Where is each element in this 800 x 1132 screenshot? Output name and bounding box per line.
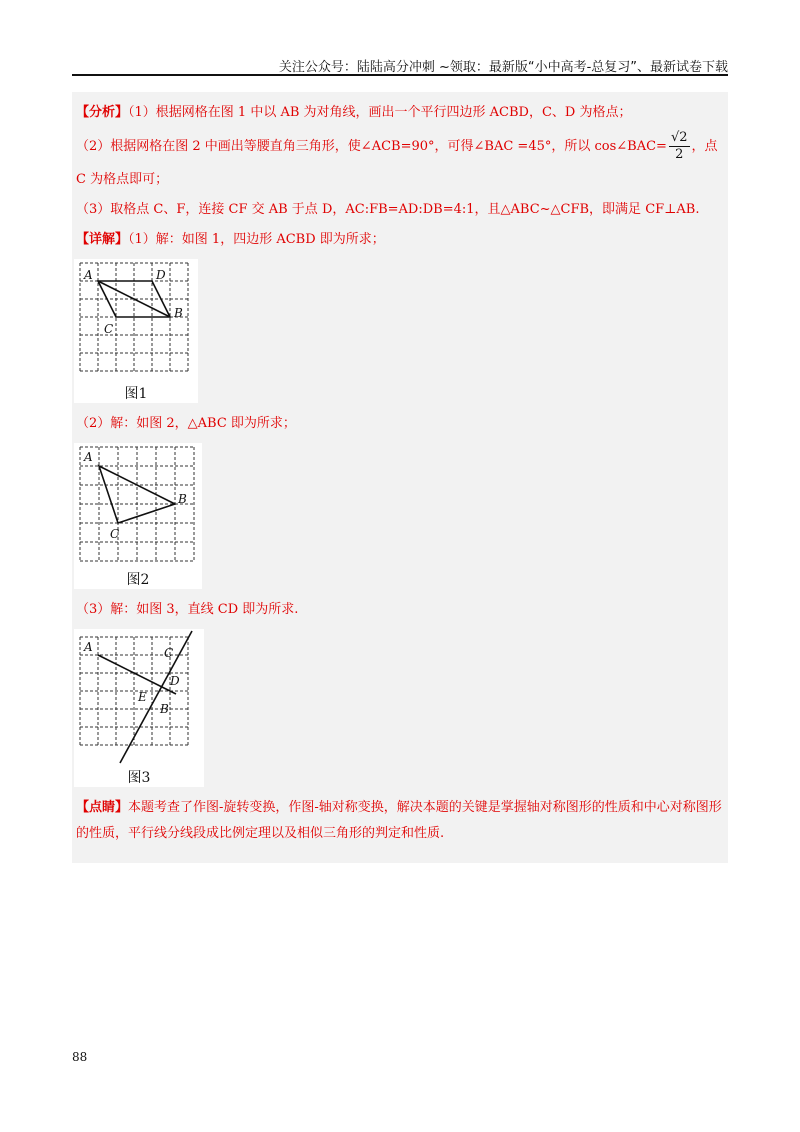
detail-line-1 (76, 225, 728, 255)
analysis-line-2 (76, 128, 728, 165)
solution-block (72, 92, 728, 863)
figure-1-caption: 图1 (124, 386, 148, 402)
detail-step-2: （2）解：如图 2，△ABC 即为所求； (76, 416, 296, 431)
comment-tag: 【点睛】 (76, 800, 129, 815)
fig3-point-D: D (170, 674, 180, 688)
fig1-point-B: B (174, 306, 183, 320)
analysis-line-3 (76, 165, 728, 195)
analysis-step-2-tail: ，点 (691, 139, 718, 154)
figure-2-caption: 图2 (126, 572, 150, 588)
detail-line-3 (76, 595, 728, 625)
figure-3 (74, 629, 204, 787)
fig3-point-A: A (84, 640, 93, 654)
analysis-line-1 (76, 98, 728, 128)
fig2-point-C: C (110, 527, 120, 541)
detail-tag: 【详解】 (76, 232, 129, 247)
header-rule (72, 74, 728, 76)
figure-2-grid (74, 443, 202, 569)
page-number: 88 (72, 1050, 88, 1064)
analysis-tag: 【分析】 (76, 105, 129, 120)
analysis-step-2: （2）根据网格在图 2 中画出等腰直角三角形，使∠ACB=90°，可得∠BAC =45°，所以 cos∠BAC= (76, 139, 667, 154)
detail-step-1: （1）解：如图 1，四边形 ACBD 即为所求； (128, 232, 385, 247)
analysis-line-4 (76, 195, 728, 225)
fraction-denominator: 2 (675, 147, 684, 162)
fig2-point-A: A (84, 450, 93, 464)
page-header: 关注公众号：陆陆高分冲刺 ~领取：最新版“小中高考-总复习”、最新试卷下载 (278, 60, 728, 75)
fig3-point-C: C (164, 646, 174, 660)
figure-3-caption: 图3 (127, 770, 151, 786)
detail-line-2 (76, 409, 728, 439)
fig3-point-B: B (160, 702, 169, 716)
analysis-step-1: （1）根据网格在图 1 中以 AB 为对角线，画出一个平行四边形 ACBD，C、D 为格点； (128, 105, 632, 120)
figure-2 (74, 443, 202, 589)
fraction-numerator: √2 (670, 130, 688, 145)
fig2-point-B: B (178, 492, 187, 506)
figure-1 (74, 259, 198, 403)
comment-text: 本题考查了作图-旋转变换，作图-轴对称变换，解决本题的关键是掌握轴对称图形的性质和中心对称图形的性质，平行线分线段成比例定理以及相似三角形的判定和性质. (76, 800, 722, 841)
analysis-step-2-continued: C 为格点即可； (76, 172, 169, 187)
fraction-sqrt2-over-2 (669, 130, 690, 163)
fig1-point-A: A (84, 268, 93, 282)
analysis-step-3: （3）取格点 C、F，连接 CF 交 AB 于点 D，AC:FB=AD:DB=4:1，且△ABC~△CFB，即满足 CF⊥AB. (76, 202, 700, 217)
figure-1-grid (74, 259, 198, 383)
figure-3-grid (74, 629, 204, 767)
fig1-point-D: D (156, 268, 166, 282)
comment-paragraph (76, 793, 728, 853)
fig3-point-E: E (138, 690, 147, 704)
detail-step-3: （3）解：如图 3，直线 CD 即为所求. (76, 602, 299, 617)
fig1-point-C: C (104, 322, 114, 336)
